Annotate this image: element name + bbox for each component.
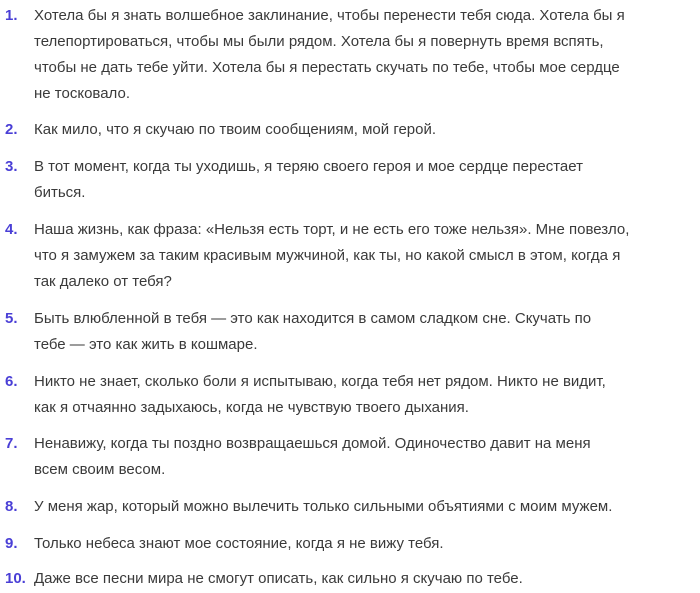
item-number: 2. bbox=[5, 121, 18, 138]
item-number: 10. bbox=[5, 570, 26, 587]
item-text bbox=[34, 369, 700, 421]
item-text bbox=[34, 217, 700, 295]
item-text-line: Как мило, что я скучаю по твоим сообщениям, мой герой. bbox=[34, 121, 437, 138]
item-text bbox=[34, 117, 700, 143]
item-text-line: Никто не знает, сколько боли я испытываю, когда тебя нет рядом. Никто не видит, bbox=[34, 373, 606, 390]
item-text-line: всем своим весом. bbox=[34, 461, 166, 478]
item-text-line: Быть влюбленной в тебя — это как находится в самом сладком сне. Скучать по bbox=[34, 310, 592, 327]
item-text bbox=[34, 566, 700, 592]
item-text-line: что я замужем за таким красивым мужчиной, как ты, но какой смысл в этом, когда я bbox=[34, 247, 621, 264]
item-text bbox=[34, 431, 700, 483]
item-number: 3. bbox=[5, 158, 18, 175]
item-text-line: тебе — это как жить в кошмаре. bbox=[34, 336, 258, 353]
item-text-line: так далеко от тебя? bbox=[34, 273, 172, 290]
item-text-line: У меня жар, который можно вылечить только сильными объятиями с моим мужем. bbox=[34, 498, 613, 515]
item-text-line: В тот момент, когда ты уходишь, я теряю своего героя и мое сердце перестает bbox=[34, 158, 583, 175]
item-text-line: как я отчаянно задыхаюсь, когда не чувствую твоего дыхания. bbox=[34, 399, 469, 416]
item-text-line: не тосковало. bbox=[34, 85, 130, 102]
item-text bbox=[34, 494, 700, 520]
item-text bbox=[34, 3, 700, 107]
item-text-line: Наша жизнь, как фраза: «Нельзя есть торт, и не есть его тоже нельзя». Мне повезло, bbox=[34, 221, 630, 238]
item-text bbox=[34, 306, 700, 358]
item-number: 8. bbox=[5, 498, 18, 515]
item-text-line: Хотела бы я знать волшебное заклинание, чтобы перенести тебя сюда. Хотела бы я bbox=[34, 7, 625, 24]
item-text-line: Ненавижу, когда ты поздно возвращаешься домой. Одиночество давит на меня bbox=[34, 435, 591, 452]
item-number: 5. bbox=[5, 310, 18, 327]
item-number: 1. bbox=[5, 7, 18, 24]
item-text bbox=[34, 531, 700, 557]
item-text-line: Только небеса знают мое состояние, когда я не вижу тебя. bbox=[34, 535, 444, 552]
item-number: 6. bbox=[5, 373, 18, 390]
item-number: 9. bbox=[5, 535, 18, 552]
item-text bbox=[34, 154, 700, 206]
item-text-line: телепортироваться, чтобы мы были рядом. Хотела бы я повернуть время вспять, bbox=[34, 33, 604, 50]
item-text-line: биться. bbox=[34, 184, 86, 201]
item-text-line: чтобы не дать тебе уйти. Хотела бы я перестать скучать по тебе, чтобы мое сердце bbox=[34, 59, 620, 76]
item-text-line: Даже все песни мира не смогут описать, как сильно я скучаю по тебе. bbox=[34, 570, 523, 587]
item-number: 4. bbox=[5, 221, 18, 238]
item-number: 7. bbox=[5, 435, 18, 452]
